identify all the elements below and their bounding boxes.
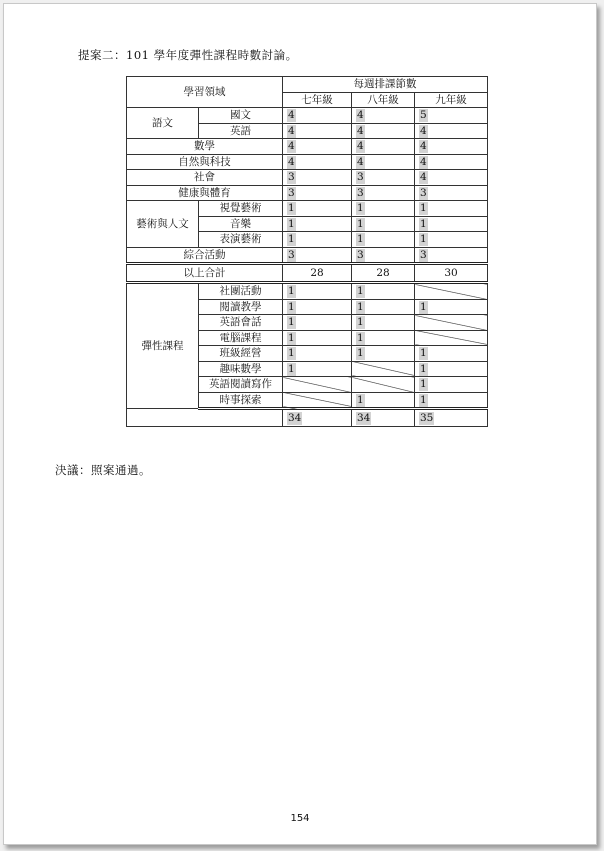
value: 1 xyxy=(288,316,295,329)
value: 3 xyxy=(288,186,295,199)
label-current: 時事探索 xyxy=(199,392,283,409)
row-total xyxy=(127,409,488,427)
label-performing: 表演藝術 xyxy=(199,232,283,248)
value-performing-g9 xyxy=(415,232,488,248)
subtotal-g8: 28 xyxy=(352,264,415,283)
value: 1 xyxy=(420,378,427,391)
value: 1 xyxy=(420,202,427,215)
value-club-g8 xyxy=(352,283,415,300)
value: 4 xyxy=(288,124,295,137)
value: 1 xyxy=(357,233,364,246)
value: 3 xyxy=(357,186,364,199)
value: 5 xyxy=(420,109,427,122)
value: 1 xyxy=(357,316,364,329)
row-subtotal xyxy=(127,264,488,283)
value-social-g9 xyxy=(415,170,488,186)
value-english-g9 xyxy=(415,123,488,139)
value: 3 xyxy=(357,171,364,184)
value-science-g8 xyxy=(352,154,415,170)
empty-diagonal-cell xyxy=(352,377,415,393)
value: 1 xyxy=(357,285,364,298)
value: 3 xyxy=(420,186,427,199)
value-integrative-g8 xyxy=(352,247,415,264)
value: 4 xyxy=(357,109,364,122)
value: 1 xyxy=(420,347,427,360)
value: 1 xyxy=(288,347,295,360)
label-math: 數學 xyxy=(127,139,283,155)
value: 1 xyxy=(357,393,364,406)
value: 4 xyxy=(357,140,364,153)
value-class-mgmt-g8 xyxy=(352,346,415,362)
value-computer-g8 xyxy=(352,330,415,346)
value-math-g8 xyxy=(352,139,415,155)
row-science xyxy=(127,154,488,170)
value: 1 xyxy=(420,300,427,313)
value-chinese-g7 xyxy=(283,108,352,124)
empty-diagonal-cell xyxy=(352,361,415,377)
value-visual-g8 xyxy=(352,201,415,217)
label-integrative: 綜合活動 xyxy=(127,247,283,264)
label-chinese: 國文 xyxy=(199,108,283,124)
value-conversation-g7 xyxy=(283,315,352,331)
header-weekly-hours: 每週排課節數 xyxy=(283,77,488,93)
value: 4 xyxy=(288,155,295,168)
label-club: 社團活動 xyxy=(199,283,283,300)
value-integrative-g9 xyxy=(415,247,488,264)
proposal-heading: 提案二：101 學年度彈性課程時數討論。 xyxy=(78,48,298,62)
subtotal-g7: 28 xyxy=(283,264,352,283)
value-class-mgmt-g7 xyxy=(283,346,352,362)
value: 1 xyxy=(288,362,295,375)
value-chinese-g9 xyxy=(415,108,488,124)
subtotal-g9: 30 xyxy=(415,264,488,283)
value-fun-math-g7 xyxy=(283,361,352,377)
row-integrative xyxy=(127,247,488,264)
value: 4 xyxy=(420,140,427,153)
value: 4 xyxy=(420,171,427,184)
value-health-g7 xyxy=(283,185,352,201)
header-grade-9: 九年級 xyxy=(415,92,488,108)
value-performing-g8 xyxy=(352,232,415,248)
value: 1 xyxy=(288,331,295,344)
value-music-g8 xyxy=(352,216,415,232)
label-health: 健康與體育 xyxy=(127,185,283,201)
value: 1 xyxy=(357,202,364,215)
row-visual xyxy=(127,201,488,217)
label-music: 音樂 xyxy=(199,216,283,232)
value: 4 xyxy=(288,140,295,153)
value: 1 xyxy=(357,300,364,313)
value-performing-g7 xyxy=(283,232,352,248)
value: 1 xyxy=(357,217,364,230)
header-grade-8: 八年級 xyxy=(352,92,415,108)
value: 1 xyxy=(288,285,295,298)
value-english-g7 xyxy=(283,123,352,139)
value: 3 xyxy=(420,248,427,261)
document-page xyxy=(3,3,597,845)
value: 34 xyxy=(357,412,371,424)
value: 35 xyxy=(420,412,434,424)
row-health xyxy=(127,185,488,201)
header-domain: 學習領域 xyxy=(127,77,283,108)
header-grade-7: 七年級 xyxy=(283,92,352,108)
value-visual-g7 xyxy=(283,201,352,217)
row-social xyxy=(127,170,488,186)
page-number: 154 xyxy=(290,813,310,824)
value: 1 xyxy=(288,202,295,215)
total-g9 xyxy=(415,409,488,427)
empty-diagonal-cell xyxy=(415,283,488,300)
row-club xyxy=(127,283,488,300)
value: 3 xyxy=(288,248,295,261)
value: 1 xyxy=(288,300,295,313)
label-fun-math: 趣味數學 xyxy=(199,361,283,377)
value: 1 xyxy=(357,331,364,344)
value-reading-g9 xyxy=(415,299,488,315)
empty-diagonal-cell xyxy=(283,377,352,393)
value-health-g8 xyxy=(352,185,415,201)
label-class-mgmt: 班級經營 xyxy=(199,346,283,362)
value-visual-g9 xyxy=(415,201,488,217)
value-health-g9 xyxy=(415,185,488,201)
value: 4 xyxy=(288,109,295,122)
value-club-g7 xyxy=(283,283,352,300)
group-language: 語文 xyxy=(127,108,199,139)
value-social-g8 xyxy=(352,170,415,186)
value: 3 xyxy=(357,248,364,261)
label-social: 社會 xyxy=(127,170,283,186)
value-science-g9 xyxy=(415,154,488,170)
resolution-text: 決議：照案通過。 xyxy=(55,463,151,477)
value-music-g9 xyxy=(415,216,488,232)
curriculum-hours-table xyxy=(126,76,488,427)
value-reading-g8 xyxy=(352,299,415,315)
value-conversation-g8 xyxy=(352,315,415,331)
value: 1 xyxy=(420,217,427,230)
label-conversation: 英語會話 xyxy=(199,315,283,331)
label-visual: 視覺藝術 xyxy=(199,201,283,217)
value: 3 xyxy=(288,171,295,184)
empty-diagonal-cell xyxy=(415,330,488,346)
value-current-g8 xyxy=(352,392,415,409)
value-current-g9 xyxy=(415,392,488,409)
value: 4 xyxy=(420,124,427,137)
total-g7 xyxy=(283,409,352,427)
curriculum-table-container xyxy=(126,76,488,427)
value: 1 xyxy=(420,233,427,246)
total-g8 xyxy=(352,409,415,427)
value-computer-g7 xyxy=(283,330,352,346)
value-integrative-g7 xyxy=(283,247,352,264)
value: 1 xyxy=(288,217,295,230)
value: 4 xyxy=(420,155,427,168)
value: 1 xyxy=(420,393,427,406)
label-subtotal: 以上合計 xyxy=(127,264,283,283)
value: 4 xyxy=(357,155,364,168)
value-fun-math-g9 xyxy=(415,361,488,377)
value: 4 xyxy=(357,124,364,137)
empty-diagonal-cell xyxy=(283,392,352,409)
empty-diagonal-cell xyxy=(415,315,488,331)
value: 34 xyxy=(288,412,302,424)
group-arts: 藝術與人文 xyxy=(127,201,199,248)
value-math-g9 xyxy=(415,139,488,155)
label-reading: 閱讀教學 xyxy=(199,299,283,315)
label-eng-rw: 英語閱讀寫作 xyxy=(199,377,283,393)
value-chinese-g8 xyxy=(352,108,415,124)
value: 1 xyxy=(288,233,295,246)
value-english-g8 xyxy=(352,123,415,139)
group-elective: 彈性課程 xyxy=(127,283,199,409)
value: 1 xyxy=(420,362,427,375)
label-science: 自然與科技 xyxy=(127,154,283,170)
header-row-1 xyxy=(127,77,488,93)
label-english: 英語 xyxy=(199,123,283,139)
value-science-g7 xyxy=(283,154,352,170)
value-class-mgmt-g9 xyxy=(415,346,488,362)
value-reading-g7 xyxy=(283,299,352,315)
value-social-g7 xyxy=(283,170,352,186)
value-math-g7 xyxy=(283,139,352,155)
row-chinese xyxy=(127,108,488,124)
label-total xyxy=(127,409,283,427)
row-math xyxy=(127,139,488,155)
label-computer: 電腦課程 xyxy=(199,330,283,346)
value: 1 xyxy=(357,347,364,360)
value-eng-rw-g9 xyxy=(415,377,488,393)
value-music-g7 xyxy=(283,216,352,232)
